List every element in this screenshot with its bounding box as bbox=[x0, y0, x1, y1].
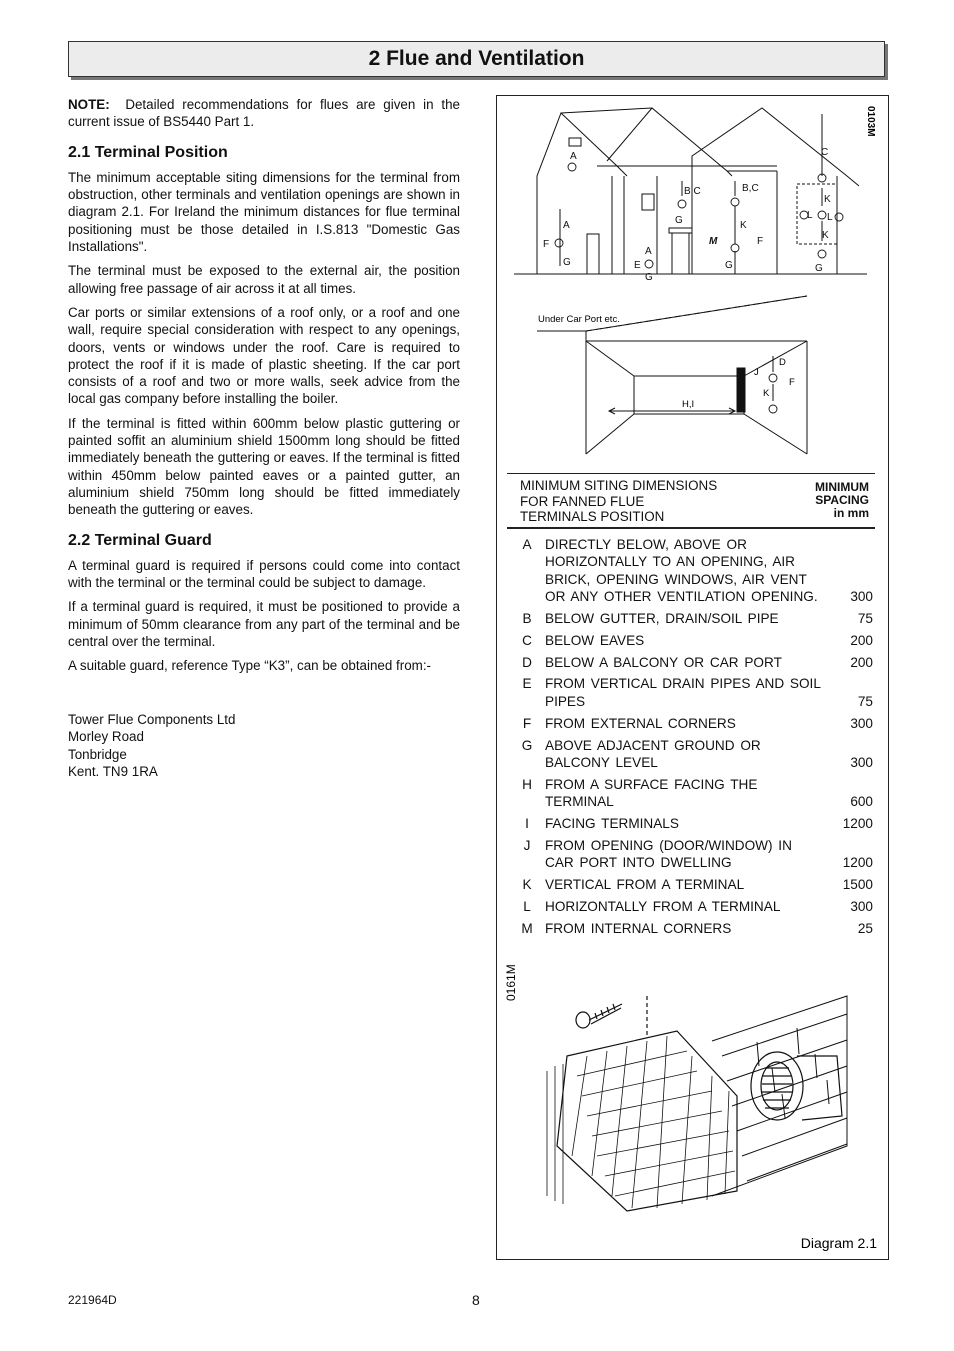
supplier-address bbox=[68, 711, 460, 781]
document-number: 221964D bbox=[68, 1293, 117, 1307]
row-key: E bbox=[522, 676, 532, 692]
row-key: A bbox=[522, 537, 532, 552]
table-row bbox=[507, 898, 877, 915]
section-heading-terminal-guard: 2.2 Terminal Guard bbox=[68, 531, 212, 549]
row-key: B bbox=[522, 610, 532, 626]
row-value: 200 bbox=[850, 654, 873, 670]
paragraph: A suitable guard, reference Type “K3”, can be obtained from:- bbox=[68, 658, 431, 674]
paragraph: The terminal must be exposed to the external air, the position allowing free passage of air across it at all times. bbox=[68, 263, 460, 296]
table-row bbox=[507, 536, 877, 605]
row-text: VERTICAL FROM A TERMINAL bbox=[545, 876, 745, 892]
address-line: Tower Flue Components Ltd bbox=[68, 711, 236, 727]
row-key: J bbox=[523, 837, 531, 853]
screw-icon bbox=[576, 996, 647, 1036]
house-label: G bbox=[645, 272, 653, 283]
brick-wall bbox=[712, 996, 847, 1196]
house-label: G bbox=[675, 215, 683, 226]
house-label: L bbox=[827, 212, 833, 223]
paragraph: Car ports or similar extensions of a roof only, or a roof and one wall, require special consideration with respect to any openings, doors, vents or windows under the roof. Care is required to protect the roof if it is made of plastic sheeting. If the car port consists of a roof and two or more walls, seek advice from the local gas company before installing the boiler. bbox=[68, 304, 460, 407]
row-value: 300 bbox=[850, 898, 873, 914]
header-line: in mm bbox=[833, 506, 869, 520]
address-line: Tonbridge bbox=[68, 746, 127, 762]
house-label: M bbox=[709, 236, 718, 247]
row-value: 1200 bbox=[842, 815, 873, 831]
diagram-caption: Diagram 2.1 bbox=[800, 1235, 877, 1251]
house-label: G bbox=[815, 263, 823, 274]
terminal-markers bbox=[555, 163, 843, 268]
row-text: FROM A SURFACE FACING THE TERMINAL bbox=[545, 776, 758, 810]
siting-table bbox=[507, 536, 877, 942]
row-text: ABOVE ADJACENT GROUND OR BALCONY LEVEL bbox=[545, 737, 761, 770]
row-text: DIRECTLY BELOW, ABOVE OR HORIZONTALLY TO AN OPENING, AIR BRICK, OPENING WINDOWS, AIR VENT OR ANY OTHER VENTILATION OPENING. bbox=[545, 537, 818, 604]
table-row bbox=[507, 815, 877, 832]
row-key: C bbox=[522, 632, 532, 648]
note-text: Detailed recommendations for flues are given in the current issue of BS5440 Part 1. bbox=[68, 97, 460, 130]
carport-dim-label: H,I bbox=[682, 399, 695, 410]
house-label: G bbox=[725, 260, 733, 271]
header-line: SPACING bbox=[815, 493, 869, 507]
header-line: FOR FANNED FLUE bbox=[520, 493, 645, 509]
row-key: I bbox=[525, 815, 529, 831]
row-text: HORIZONTALLY FROM A TERMINAL bbox=[545, 898, 781, 914]
header-line: MINIMUM SITING DIMENSIONS bbox=[520, 478, 718, 493]
row-text: FROM VERTICAL DRAIN PIPES AND SOIL PIPES bbox=[545, 676, 821, 709]
table-header-right bbox=[815, 481, 869, 520]
house-label: B,C bbox=[742, 183, 759, 194]
row-key: H bbox=[522, 776, 532, 792]
row-value: 300 bbox=[850, 754, 873, 770]
row-value: 75 bbox=[857, 693, 873, 709]
address-line: Morley Road bbox=[68, 729, 144, 745]
house-label: L bbox=[807, 210, 813, 221]
row-value: 200 bbox=[850, 632, 873, 648]
paragraph: If a terminal guard is required, it must be positioned to provide a minimum of 50mm clearance from any part of the terminal and be central over the terminal. bbox=[68, 599, 460, 650]
paragraph: The minimum acceptable siting dimensions for the terminal from obstruction, other terminals and ventilation openings are shown in diagram 2.1. For Ireland the minimum distances for flue terminal positioning must be those detailed in I.S.813 "Domestic Gas Installations". bbox=[68, 169, 460, 255]
table-row bbox=[507, 776, 877, 811]
row-value: 1200 bbox=[842, 855, 873, 871]
row-value: 600 bbox=[850, 794, 873, 810]
table-row bbox=[507, 632, 877, 649]
paragraph: A terminal guard is required if persons could come into contact with the terminal or the terminal could be subject to damage. bbox=[68, 557, 460, 591]
row-text: FROM INTERNAL CORNERS bbox=[545, 920, 732, 936]
house-label: K bbox=[740, 220, 747, 231]
house-label: K bbox=[824, 194, 831, 205]
table-header bbox=[507, 473, 875, 529]
row-key: G bbox=[521, 737, 533, 753]
house-label: A bbox=[570, 151, 577, 162]
row-value: 300 bbox=[850, 715, 873, 731]
left-column bbox=[68, 96, 460, 781]
diagram-panel bbox=[496, 95, 889, 1260]
house-label: A bbox=[645, 246, 652, 257]
carport-label: Under Car Port etc. bbox=[538, 314, 620, 325]
header-line: MINIMUM bbox=[815, 480, 869, 494]
row-text: FROM EXTERNAL CORNERS bbox=[545, 715, 736, 731]
title-bar bbox=[68, 41, 885, 77]
row-key: K bbox=[522, 876, 532, 892]
table-row bbox=[507, 654, 877, 671]
row-text: FROM OPENING (DOOR/WINDOW) IN CAR PORT INTO DWELLING bbox=[545, 837, 792, 871]
row-key: F bbox=[522, 715, 532, 731]
paragraph: If the terminal is fitted within 600mm below plastic guttering or painted soffit an aluminium shield 1500mm long should be fitted immediately beneath the guttering or eaves. If the terminal is fitted within 450mm below painted eaves or a painted gutter, an aluminium shield 750mm long should be fitted immediately beneath the guttering or eaves. bbox=[68, 415, 460, 518]
row-text: BELOW EAVES bbox=[545, 632, 645, 648]
house-label: B,C bbox=[684, 186, 701, 197]
row-key: M bbox=[521, 920, 533, 936]
carport-dim-label: D bbox=[779, 357, 786, 368]
address-line: Kent. TN9 1RA bbox=[68, 764, 158, 780]
row-key: L bbox=[523, 898, 531, 914]
row-value: 300 bbox=[850, 588, 873, 604]
table-row bbox=[507, 920, 877, 937]
row-text: BELOW GUTTER, DRAIN/SOIL PIPE bbox=[545, 610, 779, 626]
row-value: 1500 bbox=[842, 876, 873, 892]
note-label: NOTE: bbox=[68, 97, 110, 112]
row-key: D bbox=[522, 654, 532, 670]
house-label: E bbox=[634, 260, 641, 271]
guard-diagram-code: 0161M bbox=[504, 964, 518, 1001]
carport-dim-label: F bbox=[789, 377, 795, 388]
row-text: FACING TERMINALS bbox=[545, 815, 679, 831]
row-text: BELOW A BALCONY OR CAR PORT bbox=[545, 654, 782, 670]
table-header-left bbox=[507, 478, 770, 525]
header-line: TERMINALS POSITION bbox=[520, 509, 665, 524]
table-row bbox=[507, 610, 877, 627]
table-row bbox=[507, 876, 877, 893]
page-number: 8 bbox=[472, 1292, 480, 1308]
row-value: 75 bbox=[857, 610, 873, 626]
terminal-guard-icon bbox=[547, 1031, 737, 1211]
carport-dim-label: J bbox=[754, 367, 759, 378]
house-label: F bbox=[757, 236, 764, 247]
table-row bbox=[507, 715, 877, 732]
house-label: A bbox=[563, 220, 570, 231]
page-title: 2 Flue and Ventilation bbox=[368, 47, 585, 70]
note bbox=[68, 96, 460, 131]
table-row bbox=[507, 837, 877, 872]
carport-dim-label: K bbox=[763, 388, 770, 399]
section-heading-terminal-position: 2.1 Terminal Position bbox=[68, 143, 228, 161]
row-value: 25 bbox=[857, 920, 873, 936]
table-row bbox=[507, 675, 877, 710]
house-label: F bbox=[543, 239, 550, 250]
house-label: G bbox=[563, 257, 571, 268]
table-row bbox=[507, 737, 877, 772]
house-label: K bbox=[822, 230, 829, 241]
house-diagram-code: 0103M bbox=[865, 106, 876, 137]
house-label: C bbox=[821, 147, 829, 158]
